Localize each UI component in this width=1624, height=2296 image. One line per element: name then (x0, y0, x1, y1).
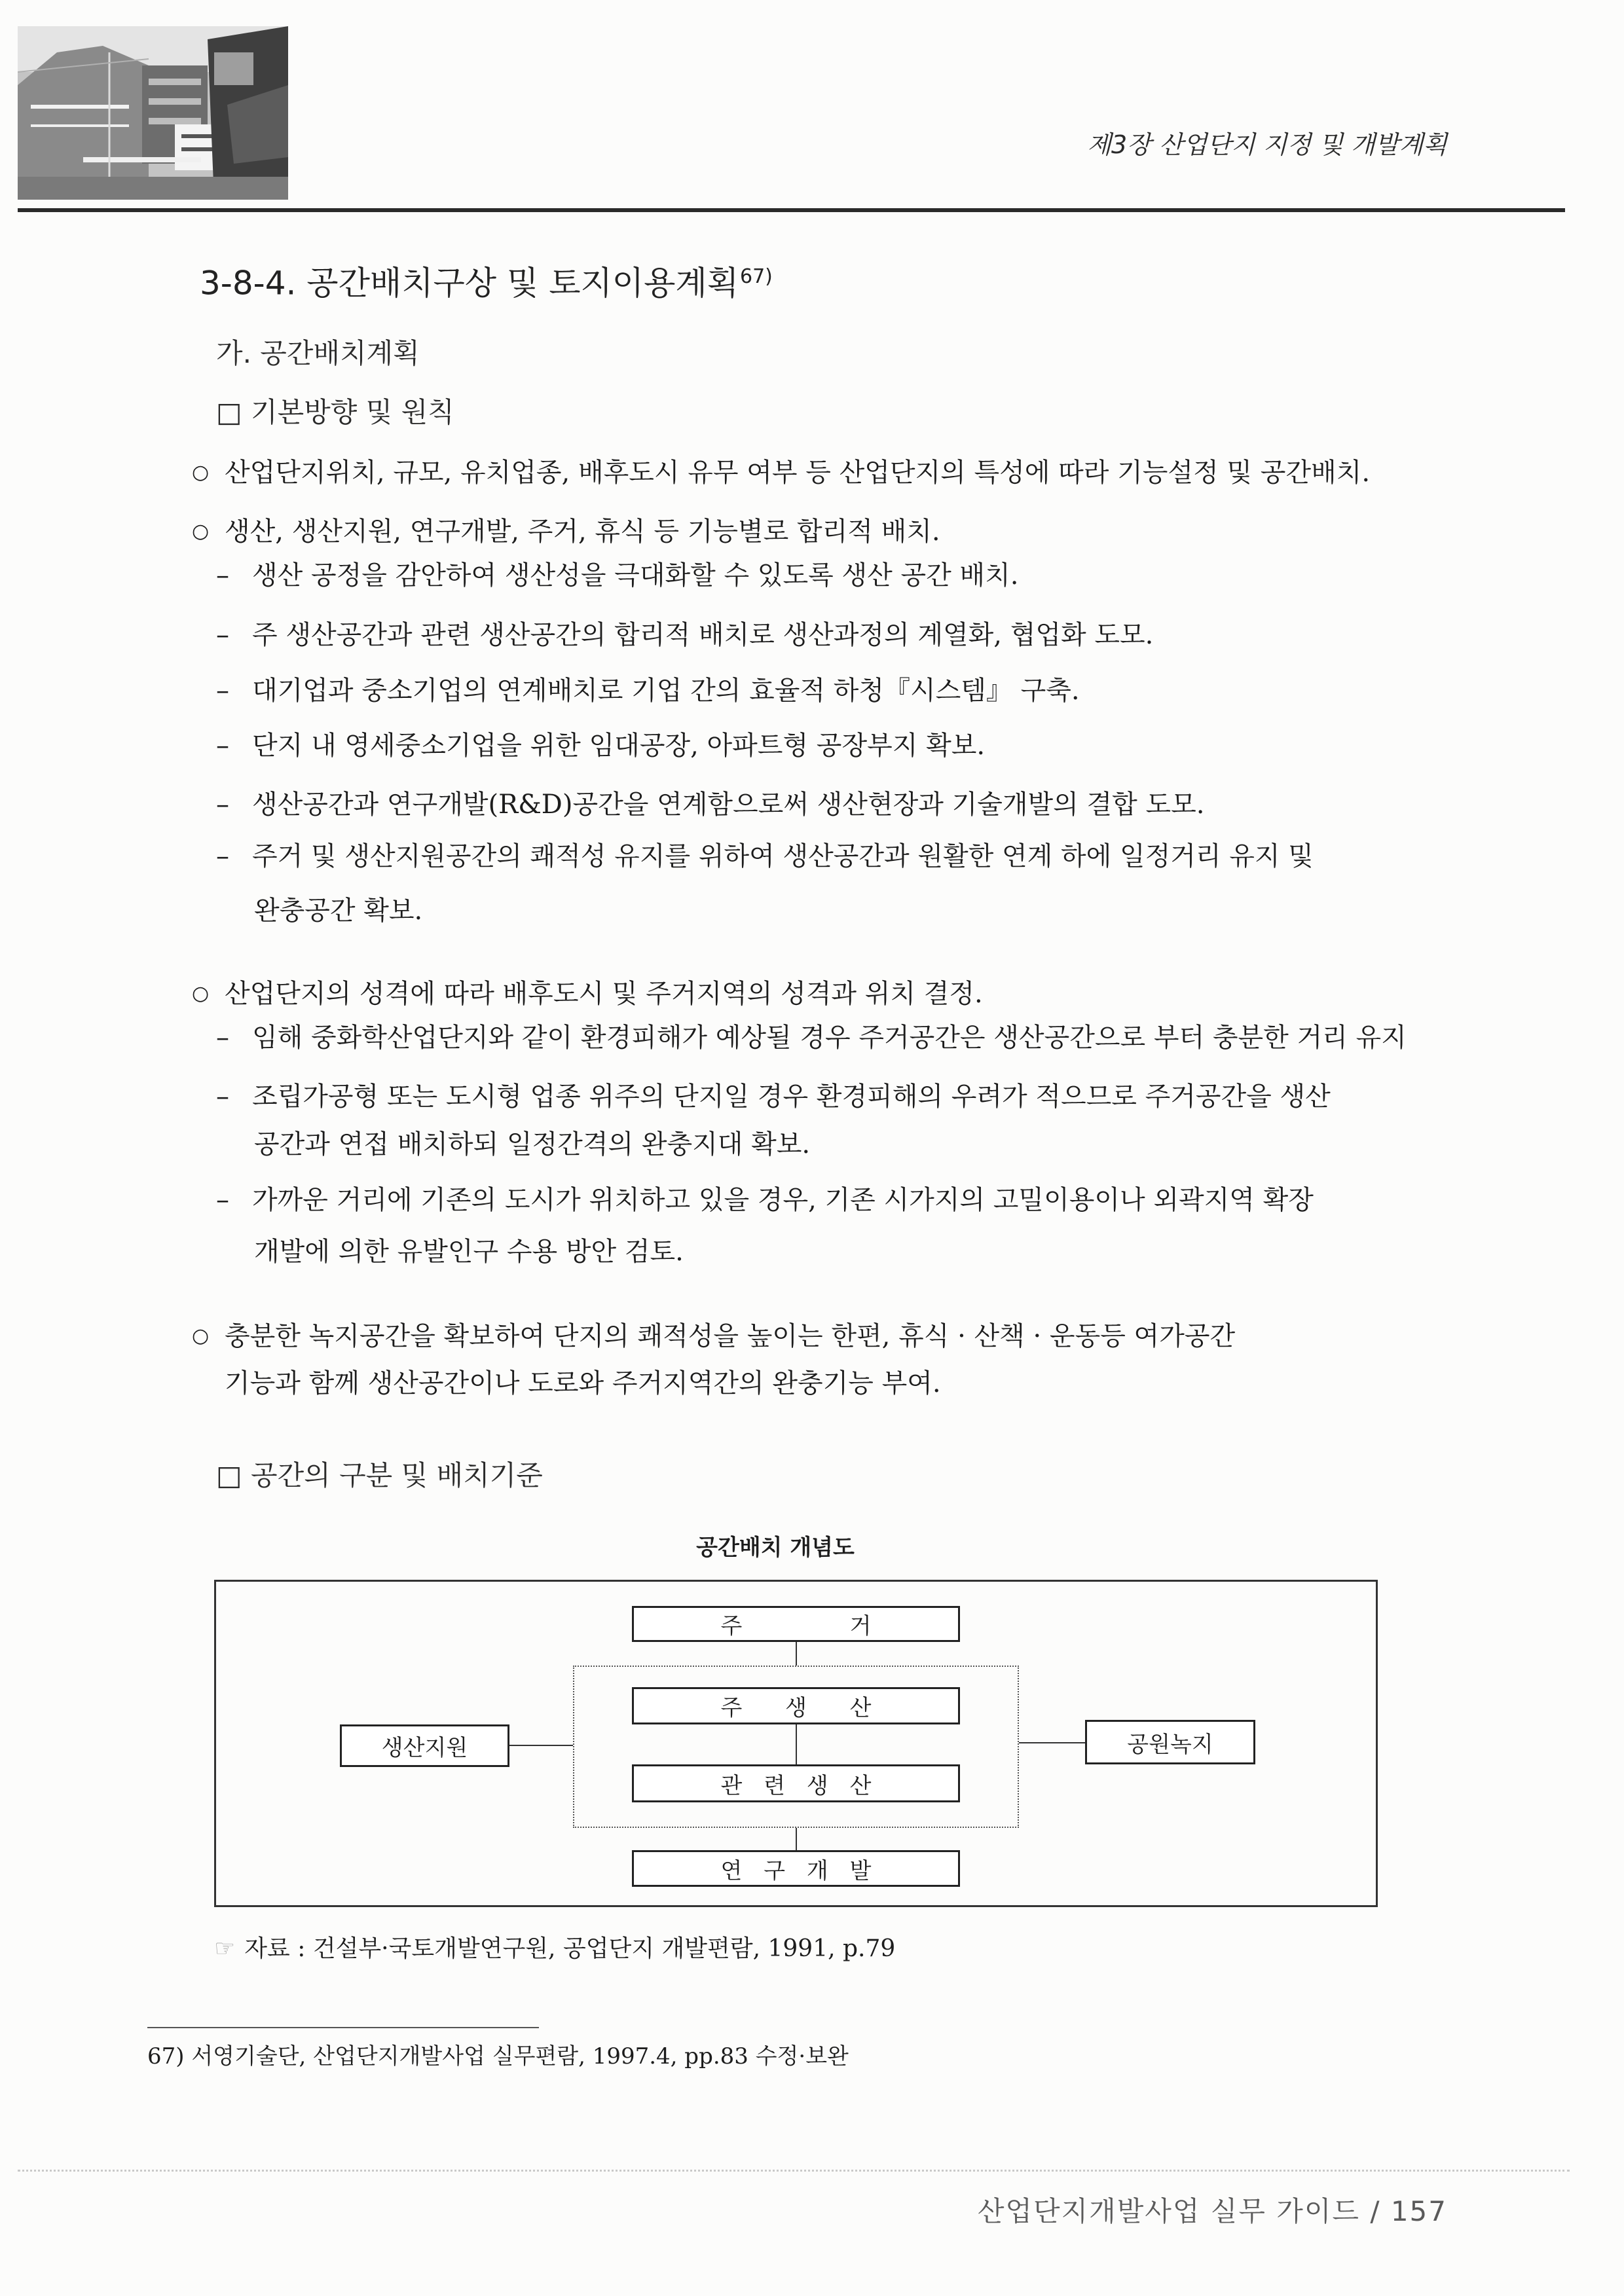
section-title-text: 3-8-4. 공간배치구상 및 토지이용계획 (200, 264, 739, 302)
list-item: 생산, 생산지원, 연구개발, 주거, 휴식 등 기능별로 합리적 배치. (225, 517, 940, 547)
sublist-bullet: – (216, 676, 229, 706)
sublist-item: 가까운 거리에 기존의 도시가 위치하고 있을 경우, 기존 시가지의 고밀이용이나 외곽지역 확장 (252, 1185, 1314, 1215)
pointing-hand-icon: ☞ (214, 1935, 236, 1962)
sublist-bullet: – (216, 1185, 229, 1215)
chapter-title: 제3장 산업단지 지정 및 개발계획 (1087, 130, 1447, 159)
residential-label: 주 거 (720, 1613, 872, 1639)
section-title (200, 257, 773, 303)
sublist-item: 생산공간과 연구개발(R&D)공간을 연계함으로써 생산현장과 기술개발의 결합 도모. (252, 790, 1205, 820)
main-production-box (632, 1687, 960, 1724)
list-item: 산업단지의 성격에 따라 배후도시 및 주거지역의 성격과 위치 결정. (225, 979, 983, 1009)
footnote-rule (147, 2027, 539, 2028)
list-bullet: ○ (192, 1324, 210, 1347)
sublist-item: 조립가공형 또는 도시형 업종 위주의 단지일 경우 환경피해의 우려가 적으므로 주거공간을 생산 (252, 1082, 1331, 1112)
list-item: 산업단지위치, 규모, 유치업종, 배후도시 유무 여부 등 산업단지의 특성에 따라 기능설정 및 공간배치. (225, 458, 1371, 488)
production-support-label: 생산지원 (381, 1735, 468, 1761)
footnote-reference: 67) (740, 265, 773, 288)
footnote: 67) 서영기술단, 산업단지개발사업 실무편람, 1997.4, pp.83 수정·보완 (147, 2043, 849, 2069)
sublist-item-continuation: 완충공간 확보. (254, 896, 423, 926)
related-production-box (632, 1764, 960, 1802)
park-green-box (1085, 1720, 1255, 1764)
sublist-bullet: – (216, 560, 229, 591)
connector-line (509, 1745, 573, 1746)
list-item-continuation: 기능과 함께 생산공간이나 도로와 주거지역간의 완충기능 부여. (225, 1368, 941, 1398)
sublist-item: 주 생산공간과 관련 생산공간의 합리적 배치로 생산과정의 계열화, 협업화 도모. (252, 620, 1154, 650)
sublist-item: 생산 공정을 감안하여 생산성을 극대화할 수 있도록 생산 공간 배치. (252, 560, 1019, 591)
scan-noise-line (18, 2170, 1570, 2172)
connector-line (1019, 1742, 1085, 1743)
sublist-item: 임해 중화학산업단지와 같이 환경피해가 예상될 경우 주거공간은 생산공간으로 부터 충분한 거리 유지 (252, 1023, 1407, 1053)
sublist-bullet: – (216, 1082, 229, 1112)
sublist-bullet: – (216, 620, 229, 650)
connector-line (796, 1642, 797, 1666)
sublist-bullet: – (216, 790, 229, 820)
diagram-title: 공간배치 개념도 (696, 1535, 855, 1561)
research-label: 연 구 개 발 (720, 1857, 872, 1884)
sublist-item: 주거 및 생산지원공간의 쾌적성 유지를 위하여 생산공간과 원활한 연계 하에 일정거리 유지 및 (252, 841, 1314, 871)
page-footer: 산업단지개발사업 실무 가이드 / 157 (977, 2195, 1447, 2227)
research-box (632, 1850, 960, 1887)
header-photo (18, 26, 288, 200)
main-production-label: 주 생 산 (720, 1695, 872, 1721)
sublist-bullet: – (216, 731, 229, 761)
connector-line (796, 1828, 797, 1850)
diagram-source (214, 1935, 895, 1963)
related-production-label: 관 련 생 산 (720, 1772, 872, 1799)
sublist-item: 단지 내 영세중소기업을 위한 임대공장, 아파트형 공장부지 확보. (252, 731, 986, 761)
header-rule (18, 208, 1565, 212)
connector-line (796, 1724, 797, 1764)
sublist-item-continuation: 개발에 의한 유발인구 수용 방안 검토. (254, 1237, 684, 1267)
subsection-title: 가. 공간배치계획 (216, 337, 420, 369)
production-support-box (340, 1724, 509, 1767)
sublist-item: 대기업과 중소기업의 연계배치로 기업 간의 효율적 하청『시스템』 구축. (252, 676, 1080, 706)
sublist-bullet: – (216, 1023, 229, 1053)
park-green-label: 공원녹지 (1127, 1731, 1213, 1758)
list-bullet: ○ (192, 520, 210, 543)
list-item: 충분한 녹지공간을 확보하여 단지의 쾌적성을 높이는 한편, 휴식 · 산책 · 운동등 여가공간 (225, 1321, 1236, 1351)
sublist-bullet: – (216, 841, 229, 871)
sublist-item-continuation: 공간과 연접 배치하되 일정간격의 완충지대 확보. (254, 1129, 811, 1159)
list-bullet: ○ (192, 461, 210, 484)
diagram-source-text: 자료 : 건설부·국토개발연구원, 공업단지 개발편람, 1991, p.79 (244, 1935, 896, 1962)
principles-heading: □ 기본방향 및 원칙 (216, 396, 454, 428)
list-bullet: ○ (192, 982, 210, 1005)
residential-box (632, 1606, 960, 1642)
placement-heading: □ 공간의 구분 및 배치기준 (216, 1459, 543, 1491)
